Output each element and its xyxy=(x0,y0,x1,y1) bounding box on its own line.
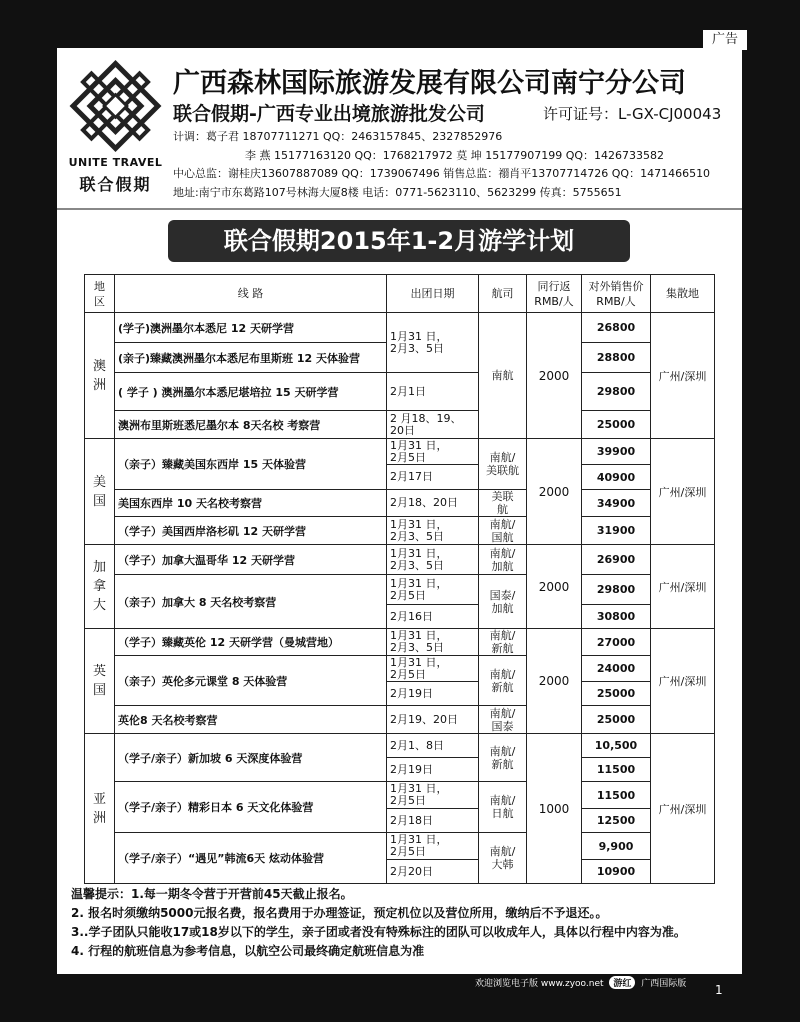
price-cell: 25000 xyxy=(582,682,651,706)
airline-cell: 南航/ 新航 xyxy=(479,656,527,706)
route-cell: （学子）美国西岸洛杉矶 12 天研学营 xyxy=(115,517,387,545)
footer-brand-badge: 游红 xyxy=(609,976,635,989)
date-cell: 2月17日 xyxy=(387,465,479,490)
logo-chinese-text: 联合假期 xyxy=(79,175,152,194)
price-cell: 10900 xyxy=(582,860,651,884)
contact-line: 中心总监：谢桂庆13607887089 QQ：1739067496 销售总监：禤肖平13707714726 QQ：1471466510 xyxy=(173,167,711,180)
table-row xyxy=(85,575,715,605)
contact-line: 李 燕 15177163120 QQ：1768217972 莫 坤 15177907199 QQ：1426733582 xyxy=(245,148,665,162)
airline-cell: 南航/ 新航 xyxy=(479,734,527,782)
header-route: 线 路 xyxy=(115,275,387,313)
price-cell: 12500 xyxy=(582,809,651,833)
table-row xyxy=(85,373,715,411)
date-cell: 2月18、20日 xyxy=(387,490,479,517)
plan-title-banner: 联合假期2015年1-2月游学计划 xyxy=(168,220,630,262)
date-cell: 2月1日 xyxy=(387,373,479,411)
route-cell: (亲子)臻藏澳洲墨尔本悉尼布里斯班 12 天体验营 xyxy=(115,343,387,373)
airline-cell: 南航 xyxy=(479,313,527,439)
price-cell: 11500 xyxy=(582,782,651,809)
contact-block xyxy=(173,128,710,202)
date-cell: 1月31 日， 2月3、5日 xyxy=(387,545,479,575)
route-cell: 澳洲布里斯班悉尼墨尔本 8天名校 考察营 xyxy=(115,411,387,439)
table-row xyxy=(85,782,715,809)
note-line: 温馨提示：1.每一期冬令营于开营前45天截止报名。 xyxy=(71,887,353,901)
route-cell: （亲子）臻藏美国东西岸 15 天体验营 xyxy=(115,439,387,490)
header-region: 地 区 xyxy=(85,275,115,313)
gather-cell: 广州/深圳 xyxy=(651,734,715,884)
note-line: 2. 报名时须缴纳5000元报名费，报名费用于办理签证，预定机位以及营位所用，缴纳后不予退还。。 xyxy=(71,906,608,920)
price-cell: 25000 xyxy=(582,706,651,734)
peer-price-cell: 2000 xyxy=(527,629,582,734)
price-cell: 26900 xyxy=(582,545,651,575)
region-canada: 加 拿 大 xyxy=(85,545,115,629)
region-australia: 澳 洲 xyxy=(85,313,115,439)
date-cell: 1月31 日， 2月5日 xyxy=(387,782,479,809)
route-cell: （学子）臻藏英伦 12 天研学营（曼城营地） xyxy=(115,629,387,656)
date-cell: 1月31 日， 2月5日 xyxy=(387,656,479,682)
date-cell: 2月19、20日 xyxy=(387,706,479,734)
route-cell: (学子)澳洲墨尔本悉尼 12 天研学营 xyxy=(115,313,387,343)
region-asia: 亚 洲 xyxy=(85,734,115,884)
peer-price-cell: 2000 xyxy=(527,313,582,439)
price-cell: 11500 xyxy=(582,758,651,782)
header-gather: 集散地 xyxy=(651,275,715,313)
airline-cell: 南航/ 新航 xyxy=(479,629,527,656)
price-cell: 28800 xyxy=(582,343,651,373)
date-cell: 2月20日 xyxy=(387,860,479,884)
airline-cell: 南航/ 日航 xyxy=(479,782,527,833)
date-cell: 1月31 日， 2月5日 xyxy=(387,833,479,860)
airline-cell: 国泰/ 加航 xyxy=(479,575,527,629)
note-line: 3..学子团队只能收17或18岁以下的学生，亲子团或者没有特殊标注的团队可以收成年人，具体以行程中内容为准。 xyxy=(71,925,686,939)
date-cell: 2 月18、19、 20日 xyxy=(387,411,479,439)
price-cell: 34900 xyxy=(582,490,651,517)
price-cell: 25000 xyxy=(582,411,651,439)
route-cell: ( 学子 ) 澳洲墨尔本悉尼堪培拉 15 天研学营 xyxy=(115,373,387,411)
airline-cell: 美联 航 xyxy=(479,490,527,517)
header-peer-price: 同行返 RMB/人 xyxy=(527,275,582,313)
route-cell: （学子）加拿大温哥华 12 天研学营 xyxy=(115,545,387,575)
airline-cell: 南航/ 加航 xyxy=(479,545,527,575)
table-row xyxy=(85,517,715,545)
contact-line: 计调：葛子君 18707711271 QQ：2463157845、2327852976 xyxy=(173,130,503,143)
gather-cell: 广州/深圳 xyxy=(651,629,715,734)
date-cell: 2月1、8日 xyxy=(387,734,479,758)
document-page xyxy=(57,48,742,974)
itinerary-table xyxy=(84,274,715,884)
date-cell: 2月19日 xyxy=(387,758,479,782)
peer-price-cell: 2000 xyxy=(527,439,582,545)
price-cell: 27000 xyxy=(582,629,651,656)
airline-cell: 南航/ 国航 xyxy=(479,517,527,545)
notes-block xyxy=(71,885,686,961)
note-line: 4. 行程的航班信息为参考信息，以航空公司最终确定航班信息为准 xyxy=(71,944,425,958)
header-divider xyxy=(57,208,742,210)
date-cell: 1月31 日， 2月3、5日 xyxy=(387,629,479,656)
price-cell: 9,900 xyxy=(582,833,651,860)
gather-cell: 广州/深圳 xyxy=(651,313,715,439)
price-cell: 26800 xyxy=(582,313,651,343)
table-row xyxy=(85,313,715,343)
date-cell: 2月16日 xyxy=(387,605,479,629)
page-number: 1 xyxy=(715,983,723,997)
region-usa: 美 国 xyxy=(85,439,115,545)
footer-edition: 广西国际版 xyxy=(641,979,687,989)
header-retail-price: 对外销售价 RMB/人 xyxy=(582,275,651,313)
price-cell: 39900 xyxy=(582,439,651,465)
route-cell: （亲子）英伦多元课堂 8 天体验营 xyxy=(115,656,387,706)
price-cell: 29800 xyxy=(582,575,651,605)
price-cell: 29800 xyxy=(582,373,651,411)
footer-text: 欢迎浏览电子版 www.zyoo.net xyxy=(475,979,604,989)
header-airline: 航司 xyxy=(479,275,527,313)
table-row xyxy=(85,545,715,575)
date-cell: 1月31 日， 2月3、5日 xyxy=(387,517,479,545)
region-uk: 英 国 xyxy=(85,629,115,734)
header-date: 出团日期 xyxy=(387,275,479,313)
price-cell: 10,500 xyxy=(582,734,651,758)
table-row xyxy=(85,656,715,682)
peer-price-cell: 2000 xyxy=(527,545,582,629)
company-logo xyxy=(68,58,163,198)
airline-cell: 南航/ 大韩 xyxy=(479,833,527,884)
date-cell: 2月18日 xyxy=(387,809,479,833)
ad-tag: 广告 xyxy=(702,29,748,51)
contact-line: 地址:南宁市东葛路107号林海大厦8楼 电话：0771-5623110、5623299 传真：5755651 xyxy=(173,185,622,199)
route-cell: （亲子）加拿大 8 天名校考察营 xyxy=(115,575,387,629)
route-cell: （学子/亲子）精彩日本 6 天文化体验营 xyxy=(115,782,387,833)
price-cell: 24000 xyxy=(582,656,651,682)
endless-knot-icon xyxy=(68,58,163,154)
company-name: 广西森林国际旅游发展有限公司南宁分公司 xyxy=(173,68,686,99)
table-row xyxy=(85,833,715,860)
airline-cell: 南航/ 美联航 xyxy=(479,439,527,490)
table-header-row xyxy=(85,275,715,313)
table-row xyxy=(85,411,715,439)
date-cell: 1月31 日， 2月5日 xyxy=(387,439,479,465)
route-cell: 美国东西岸 10 天名校考察营 xyxy=(115,490,387,517)
license-number: 许可证号：L-GX-CJ00043 xyxy=(543,105,722,123)
route-cell: （学子/亲子）新加坡 6 天深度体验营 xyxy=(115,734,387,782)
route-cell: 英伦8 天名校考察营 xyxy=(115,706,387,734)
table-row xyxy=(85,629,715,656)
date-cell: 1月31 日， 2月3、5日 xyxy=(387,313,479,373)
price-cell: 31900 xyxy=(582,517,651,545)
company-slogan: 联合假期-广西专业出境旅游批发公司 xyxy=(173,103,485,125)
peer-price-cell: 1000 xyxy=(527,734,582,884)
date-cell: 1月31 日， 2月5日 xyxy=(387,575,479,605)
price-cell: 40900 xyxy=(582,465,651,490)
gather-cell: 广州/深圳 xyxy=(651,439,715,545)
price-cell: 30800 xyxy=(582,605,651,629)
table-row xyxy=(85,734,715,758)
date-cell: 2月19日 xyxy=(387,682,479,706)
table-row xyxy=(85,490,715,517)
route-cell: （学子/亲子）“遇见”韩流6天 炫动体验营 xyxy=(115,833,387,884)
logo-english-text: UNITE TRAVEL xyxy=(68,156,163,169)
gather-cell: 广州/深圳 xyxy=(651,545,715,629)
table-row xyxy=(85,706,715,734)
table-row xyxy=(85,439,715,465)
airline-cell: 南航/ 国泰 xyxy=(479,706,527,734)
page-footer xyxy=(475,976,686,989)
